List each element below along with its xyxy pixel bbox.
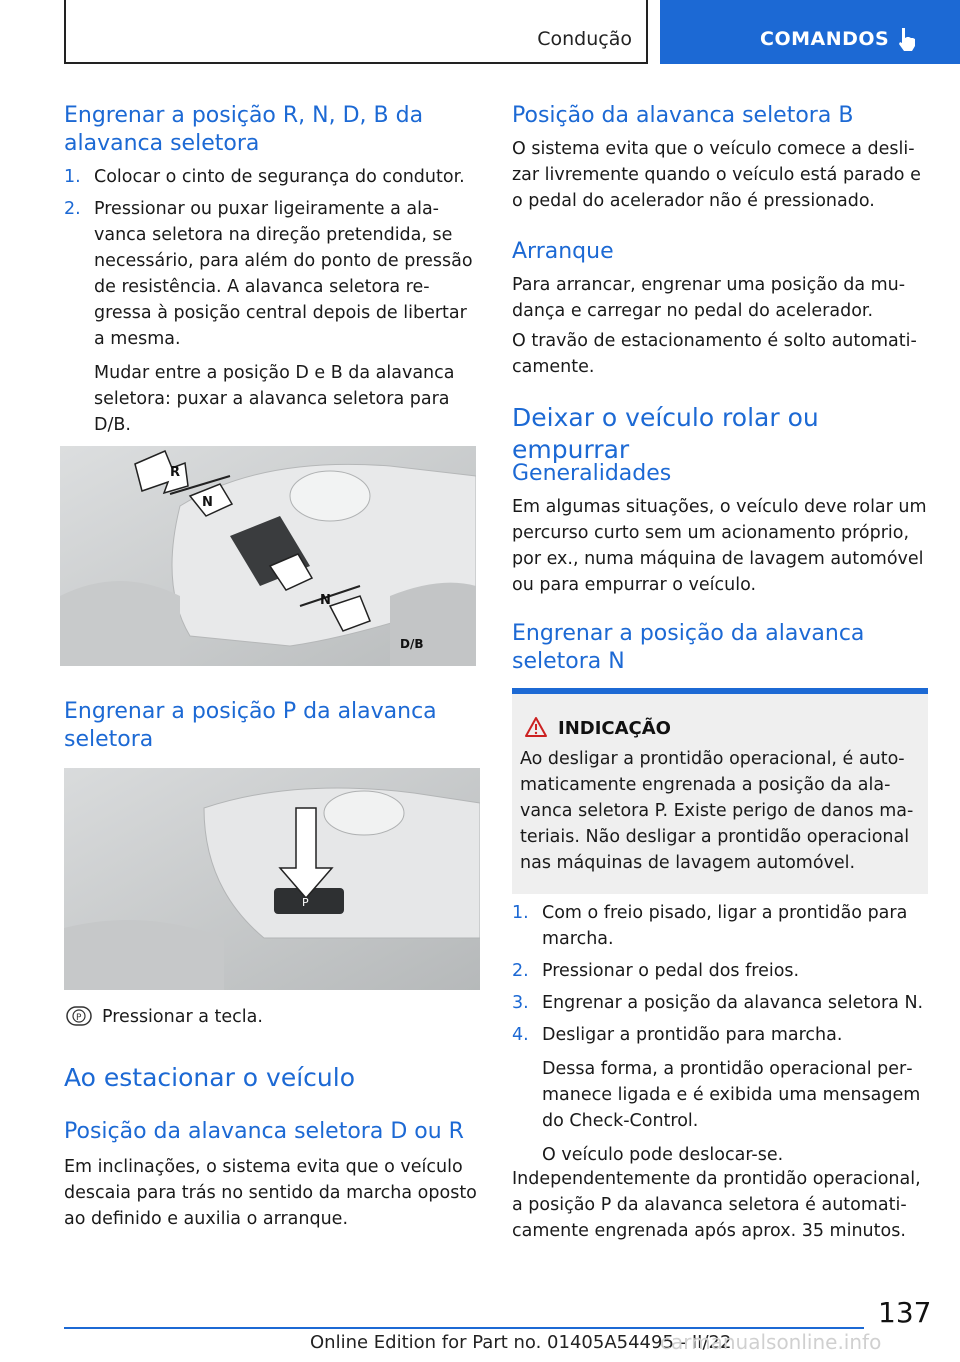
step-number: 1. xyxy=(512,903,529,923)
p-key-instruction: Pressionar a tecla. xyxy=(102,1007,263,1027)
pointing-hand-icon xyxy=(896,26,918,52)
heading-start: Arranque xyxy=(512,239,614,264)
step-note xyxy=(64,360,480,438)
parking-key-icon xyxy=(66,1006,92,1026)
step-note-text: Dessa forma, a prontidão operacional permanece ligada e é exibida uma mensagem do Check-Control. xyxy=(542,1059,921,1131)
step-note xyxy=(512,1056,928,1134)
step-text: Colocar o cinto de segurança do condutor. xyxy=(94,167,465,187)
paragraph-start-2: O travão de estacionamento é solto automaticamente. xyxy=(512,331,917,377)
page-number: 137 xyxy=(878,1296,932,1329)
footer-divider xyxy=(64,1327,864,1329)
heading-engage-p: Engrenar a posição P da alavanca seletora xyxy=(64,699,437,752)
header-chapter-tab xyxy=(660,0,960,64)
header-chapter-label: COMANDOS xyxy=(760,28,890,50)
heading-position-b: Posição da alavanca seletora B xyxy=(512,103,854,128)
figure-label-db: D/B xyxy=(400,637,424,651)
step-text: Pressionar o pedal dos freios. xyxy=(542,961,800,981)
list-item xyxy=(512,900,928,952)
paragraph-start-1: Para arrancar, engrenar uma posição da mudança e carregar no pedal do acelerador. xyxy=(512,275,906,321)
selector-lever-figure-rndb xyxy=(60,446,476,666)
step-text: Engrenar a posição da alavanca seletora N. xyxy=(542,993,924,1013)
selector-lever-figure-p xyxy=(64,768,480,990)
notice-box xyxy=(512,688,928,894)
step-number: 2. xyxy=(512,961,529,981)
figure-label-n-top: N xyxy=(202,495,213,510)
figure-label-p: P xyxy=(302,896,309,909)
heading-engage-n: Engrenar a posição da alavanca seletora N xyxy=(512,621,865,674)
step-note-text: O veículo pode deslocar-se. xyxy=(542,1145,784,1165)
steps-rndb-list xyxy=(64,164,480,438)
heading-general: Generalidades xyxy=(512,461,672,486)
figure-label-r: R xyxy=(170,465,181,480)
heading-roll-push: Deixar o veículo rolar ou empurrar xyxy=(512,403,819,464)
list-item xyxy=(512,1022,928,1048)
step-text: Desligar a prontidão para marcha. xyxy=(542,1025,843,1045)
step-text: Com o freio pisado, ligar a prontidão para marcha. xyxy=(542,903,908,949)
heading-parking: Ao estacionar o veículo xyxy=(64,1063,356,1092)
paragraph-b: O sistema evita que o veículo comece a deslizar livremente quando o veículo está parado e o pedal do acelerador não é pressionado. xyxy=(512,139,921,211)
footer-edition: Online Edition for Part no. 01405A54495 - II/22 xyxy=(310,1332,732,1353)
step-text: Pressionar ou puxar ligeiramente a alavanca seletora na direção pretendida, se necessário, para além do ponto de pressão de resistência. A alavanca seletora regressa à posição central depois de libertar a mesma. xyxy=(94,199,473,349)
header-section-box xyxy=(64,0,648,64)
svg-text:P: P xyxy=(76,1013,82,1023)
notice-title: INDICAÇÃO xyxy=(558,718,671,739)
notice-text: Ao desligar a prontidão operacional, é automaticamente engrenada a posição da alavanca seletora P. Existe perigo de danos materiais. Não desligar a prontidão operacional nas máquinas de lavagem automóvel. xyxy=(520,749,914,873)
step-note-text: Mudar entre a posição D e B da alavanca seletora: puxar a alavanca seletora para D/B. xyxy=(94,363,455,435)
list-item xyxy=(512,958,928,984)
footer-watermark: carmanualsonline.info xyxy=(660,1330,882,1354)
header-section-label: Condução xyxy=(537,28,632,50)
list-item xyxy=(64,164,480,190)
steps-n-list xyxy=(512,900,928,1168)
step-number: 1. xyxy=(64,167,81,187)
step-note xyxy=(512,1142,928,1168)
heading-engage-rndb: Engrenar a posição R, N, D, B da alavanca seletora xyxy=(64,103,424,156)
paragraph-general: Em algumas situações, o veículo deve rolar um percurso curto sem um acionamento próprio, por ex., numa máquina de lavagem automóvel ou para empurrar o veículo. xyxy=(512,497,927,595)
warning-triangle-icon xyxy=(524,716,548,738)
list-item xyxy=(64,196,480,352)
step-number: 2. xyxy=(64,199,81,219)
figure-label-n-bottom: N xyxy=(320,593,331,608)
paragraph-dr: Em inclinações, o sistema evita que o veículo descaia para trás no sentido da marcha oposto ao definido e auxilia o arranque. xyxy=(64,1157,477,1229)
step-number: 3. xyxy=(512,993,529,1013)
paragraph-final: Independentemente da prontidão operacional, a posição P da alavanca seletora é automaticamente engrenada após aprox. 35 minutos. xyxy=(512,1169,921,1241)
list-item xyxy=(512,990,928,1016)
step-number: 4. xyxy=(512,1025,529,1045)
heading-position-dr: Posição da alavanca seletora D ou R xyxy=(64,1119,464,1144)
